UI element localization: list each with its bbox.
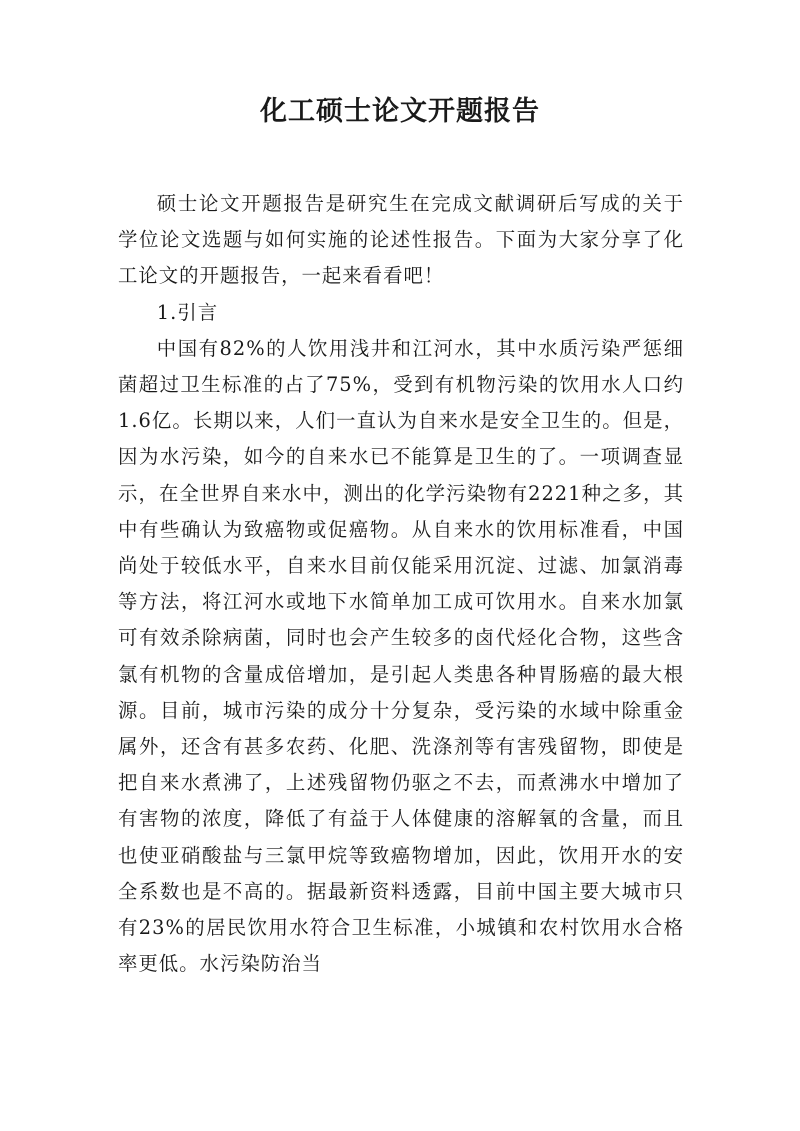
document-title: 化工硕士论文开题报告	[260, 96, 540, 127]
section-heading-introduction: 1.引言	[156, 300, 219, 324]
paragraph-water-pollution: 中国有82%的人饮用浅井和江河水，其中水质污染严惩细菌超过卫生标准的占了75%，受到有机物污染的饮用水人口约1.6亿。长期以来，人们一直认为自来水是安全卫生的。但是，因为水污染，如今的自来水已不能算是卫生的了。一项调查显示，在全世界自来水中，测出的化学污染物有2221种之多，其中有些确认为致癌物或促癌物。从自来水的饮用标准看，中国尚处于较低水平，自来水目前仅能采用沉淀、过滤、加氯消毒等方法，将江河水或地下水简单加工成可饮用水。自来水加氯可有效杀除病菌，同时也会产生较多的卤代烃化合物，这些含氯有机物的含量成倍增加，是引起人类患各种胃肠癌的最大根源。目前，城市污染的成分十分复杂，受污染的水域中除重金属外，还含有甚多农药、化肥、洗涤剂等有害残留物，即使是把自来水煮沸了，上述残留物仍驱之不去，而煮沸水中增加了有害物的浓度，降低了有益于人体健康的溶解氧的含量，而且也使亚硝酸盐与三氯甲烷等致癌物增加，因此，饮用开水的安全系数也是不高的。据最新资料透露，目前中国主要大城市只有23%的居民饮用水符合卫生标准，小城镇和农村饮用水合格率更低。水污染防治当	[118, 336, 684, 976]
document-body	[118, 186, 684, 982]
paragraph-intro: 硕士论文开题报告是研究生在完成文献调研后写成的关于学位论文选题与如何实施的论述性报告。下面为大家分享了化工论文的开题报告，一起来看看吧！	[118, 192, 684, 288]
